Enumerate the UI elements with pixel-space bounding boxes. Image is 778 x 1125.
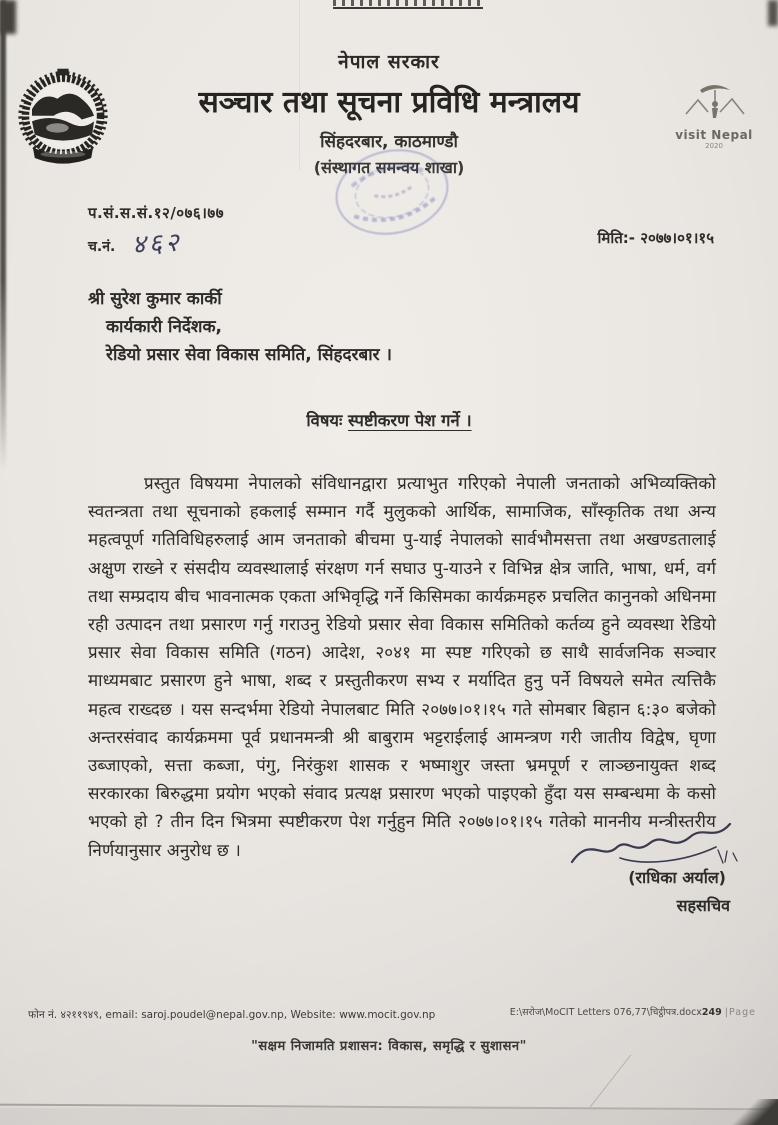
subject-line — [0, 408, 778, 431]
government-name: नेपाल सरकार — [338, 51, 440, 73]
letter-date — [597, 228, 714, 248]
addressee-designation: कार्यकारी निर्देशक, — [106, 317, 222, 337]
dispatch-number-handwritten: ४६२ — [131, 227, 183, 261]
date-value: २०७७।०१।१५ — [640, 229, 714, 247]
reference-number: प.सं.स.सं.१२/०७६।७७ — [88, 204, 224, 222]
signatory-designation: सहसचिव — [676, 896, 730, 915]
file-page-suffix: |Page — [724, 1007, 756, 1018]
footer-slogan: "सक्षम निजामति प्रशासन: विकास, समृद्धि र सुशासन" — [251, 1039, 527, 1054]
footer-contact-info: फोन नं. ४२११९४९, email: saroj.poudel@nepal.gov.np, Website: www.mocit.gov.np — [28, 1009, 436, 1021]
visit-nepal-text: visit Nepal — [675, 128, 753, 142]
letterhead — [0, 48, 778, 178]
paper-fold-shadow — [0, 1108, 778, 1125]
visit-nepal-logo — [664, 82, 764, 150]
visit-nepal-art-icon — [682, 82, 746, 124]
scan-corner-top-left — [0, 0, 16, 34]
subject-label: विषयः — [306, 411, 343, 430]
dispatch-number-label: च.नं. — [88, 239, 116, 255]
subject-text: स्पष्टीकरण पेश गर्ने । — [348, 411, 472, 430]
paper-crease-diagonal — [590, 1055, 631, 1108]
letter-body: प्रस्तुत विषयमा नेपालको संविधानद्वारा प्रत्याभुत गरिएको नेपाली जनताको अभिव्यक्तिको स्वतन्त्रता तथा सूचनाको हकलाई सम्मान गर्दै मुलुकको आर्थिक, सामाजिक, साँस्कृतिक तथा अन्य महत्वपूर्ण गतिविधिहरुलाई आम जनताको बीचमा पु-याई नेपालको सार्वभौमसत्ता तथा अखण्डतालाई अक्षुण राख्ने र संसदीय व्यवस्थालाई संरक्षण गर्न सघाउ पु-याउने र विभिन्न क्षेत्र जाति, भाषा, धर्म, वर्ग तथा सम्प्रदाय बीच भावनात्मक एकता अभिवृद्धि गर्ने किसिमका कार्यक्रमहरु प्रचलित कानुनको अधिनमा रही उत्पादन तथा प्रसारण गर्नु गराउनु रेडियो प्रसार सेवा विकास समितिको कर्तव्य हुने व्यवस्था रेडियो प्रसार सेवा विकास समिति (गठन) आदेश, २०४१ मा स्पष्ट गरिएको छ साथै सार्वजनिक सञ्चार माध्यमबाट प्रसारण हुने भाषा, शब्द र प्रस्तुतीकरण सभ्य र मर्यादित हुनु पर्ने विषयले समेत त्यत्तिकै महत्व राख्दछ । यस सन्दर्भमा रेडियो नेपालबाट मिति २०७७।०१।१५ गते सोमबार बिहान ६:३० बजेको अन्तरसंवाद कार्यक्रममा पूर्व प्रधानमन्त्री श्री बाबुराम भट्टराईलाई आमन्त्रण गरी जातीय विद्वेष, घृणा उब्जाएको, सत्ता कब्जा, पंगु, निरंकुश शासक र भष्माशुर जस्ता भ्रमपूर्ण र लाञ्छनायुक्त शब्द सरकारका बिरुद्धमा प्रयोग भएको संवाद प्रत्यक्ष प्रसारण भएको पाइएको हुँदा यस सम्बन्धमा के कसो भएको हो ? तीन दिन भित्रमा स्पष्टीकरण पेश गर्नुहुन मिति २०७७।०१।१५ गतेको माननीय मन्त्रीस्तरीय निर्णयानुसार अनुरोध छ । — [88, 474, 716, 861]
ministry-name: सञ्चार तथा सूचना प्रविधि मन्त्रालय — [198, 85, 580, 120]
addressee-organization: रेडियो प्रसार सेवा विकास समिति, सिंहदरबार । — [106, 345, 392, 365]
footer-file-path — [510, 1005, 756, 1018]
ministry-address: सिंहदरबार, काठमाण्डौ — [320, 132, 458, 152]
signatory-name: (राधिका अर्याल) — [628, 868, 726, 887]
scan-corner-bottom-right — [726, 1099, 778, 1125]
date-label: मिति:- — [597, 229, 635, 247]
visit-nepal-year: 2020 — [705, 142, 723, 150]
file-page-number: 249 — [701, 1007, 722, 1018]
file-path-text: E:\सरोज\MoCIT Letters 076,77\चिट्ठीपत्र.docx — [509, 1007, 702, 1018]
branch-name: (संस्थागत समन्वय शाखा) — [313, 158, 465, 177]
addressee-name: श्री सुरेश कुमार कार्की — [88, 289, 222, 309]
cutoff-text-fragment — [333, 0, 483, 9]
scan-corner-top-right — [768, 0, 778, 26]
